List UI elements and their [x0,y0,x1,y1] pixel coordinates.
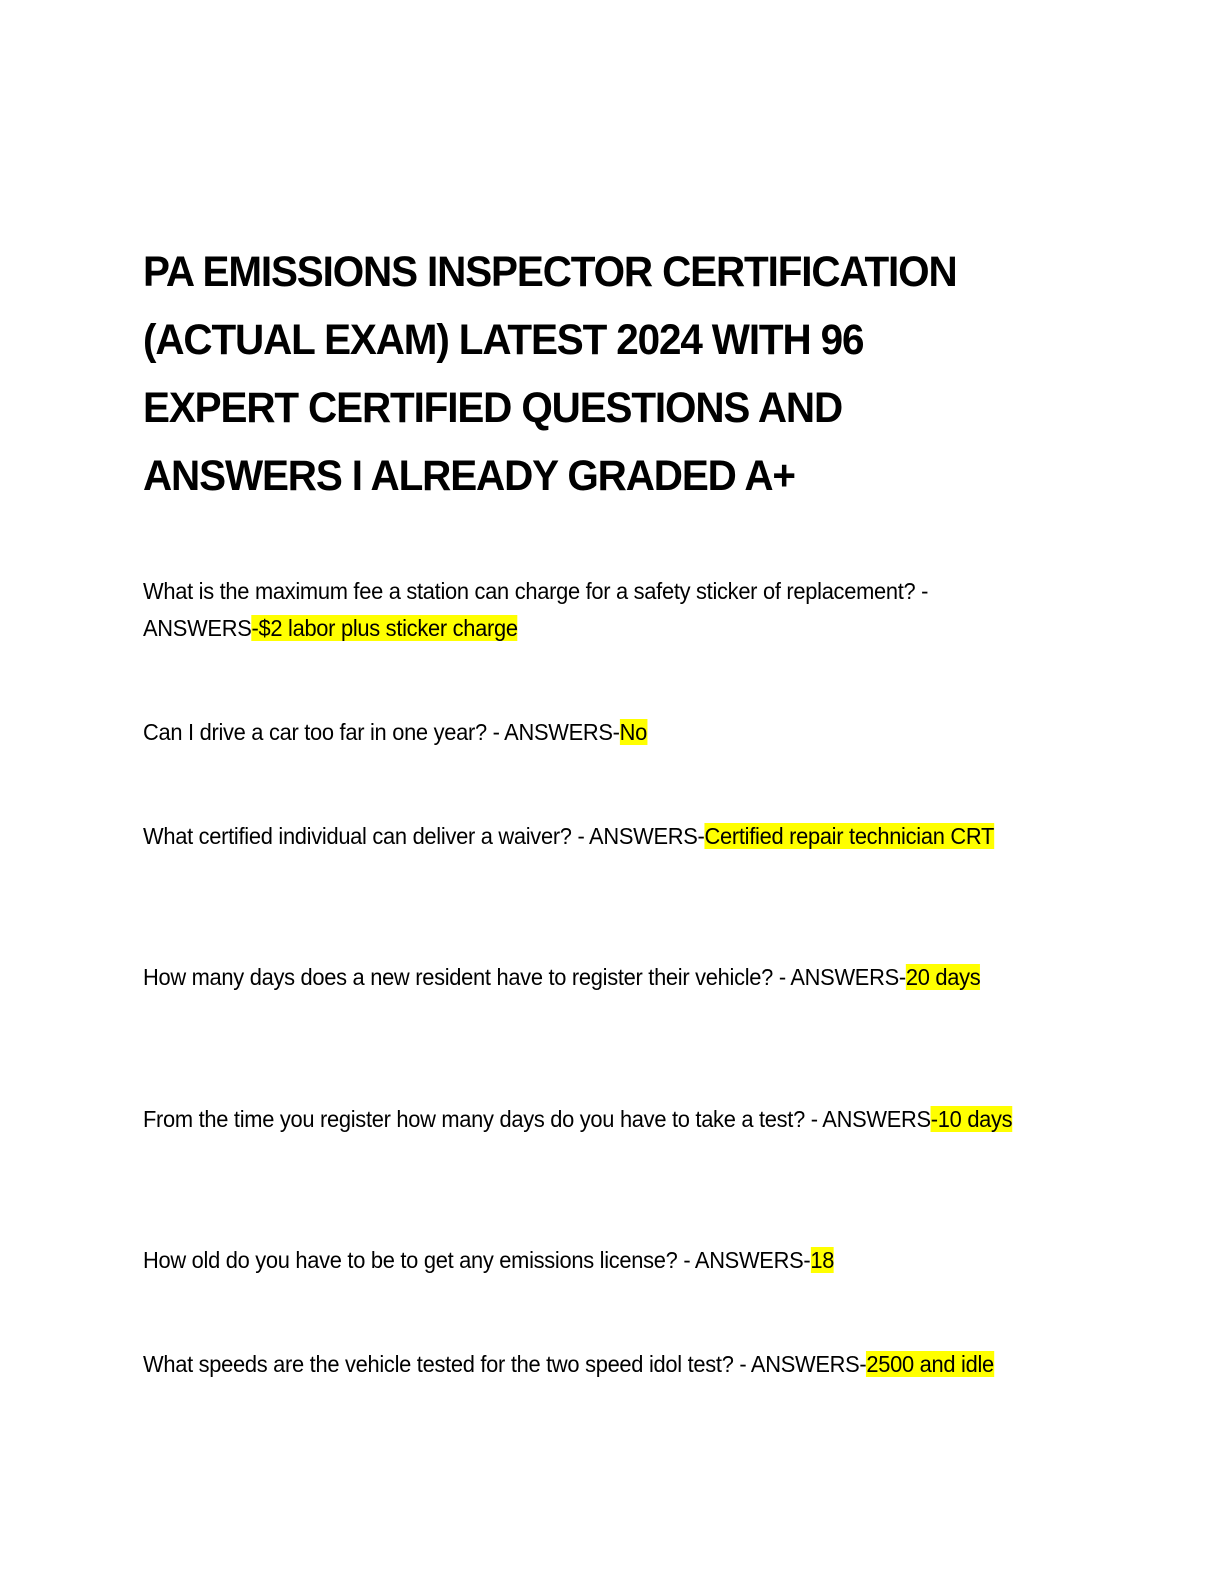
answer-highlight: -$2 labor plus sticker charge [251,615,518,641]
qa-item [143,1101,1036,1138]
question-text: What certified individual can deliver a waiver? - ANSWERS- [143,823,705,849]
answer-highlight: 18 [810,1247,835,1273]
answer-highlight: 20 days [905,964,981,990]
answer-highlight: 2500 and idle [866,1351,994,1377]
qa-item [143,573,1036,647]
question-text: What is the maximum fee a station can charge for a safety sticker of replacement? - ANSWERS [143,578,929,641]
question-text: What speeds are the vehicle tested for the two speed idol test? - ANSWERS- [143,1351,867,1377]
qa-item [143,1346,1036,1383]
title-line-4: ANSWERS I ALREADY GRADED A+ [143,452,795,500]
title-line-3: EXPERT CERTIFIED QUESTIONS AND [143,384,843,432]
question-text: How old do you have to be to get any emissions license? - ANSWERS- [143,1247,811,1273]
title-line-2: (ACTUAL EXAM) LATEST 2024 WITH 96 [143,316,864,364]
qa-item [143,1242,1036,1279]
question-text: Can I drive a car too far in one year? - ANSWERS- [143,719,620,745]
answer-highlight: Certified repair technician CRT [704,823,995,849]
answer-highlight: -10 days [930,1106,1013,1132]
question-text: How many days does a new resident have to register their vehicle? - ANSWERS- [143,964,906,990]
title-line-1: PA EMISSIONS INSPECTOR CERTIFICATION [143,248,957,296]
question-text: From the time you register how many days do you have to take a test? - ANSWERS [143,1106,931,1132]
answer-highlight: No [619,719,648,745]
document-title [143,238,1045,510]
qa-item [143,818,1036,855]
qa-item [143,959,1036,996]
qa-item [143,714,1036,751]
